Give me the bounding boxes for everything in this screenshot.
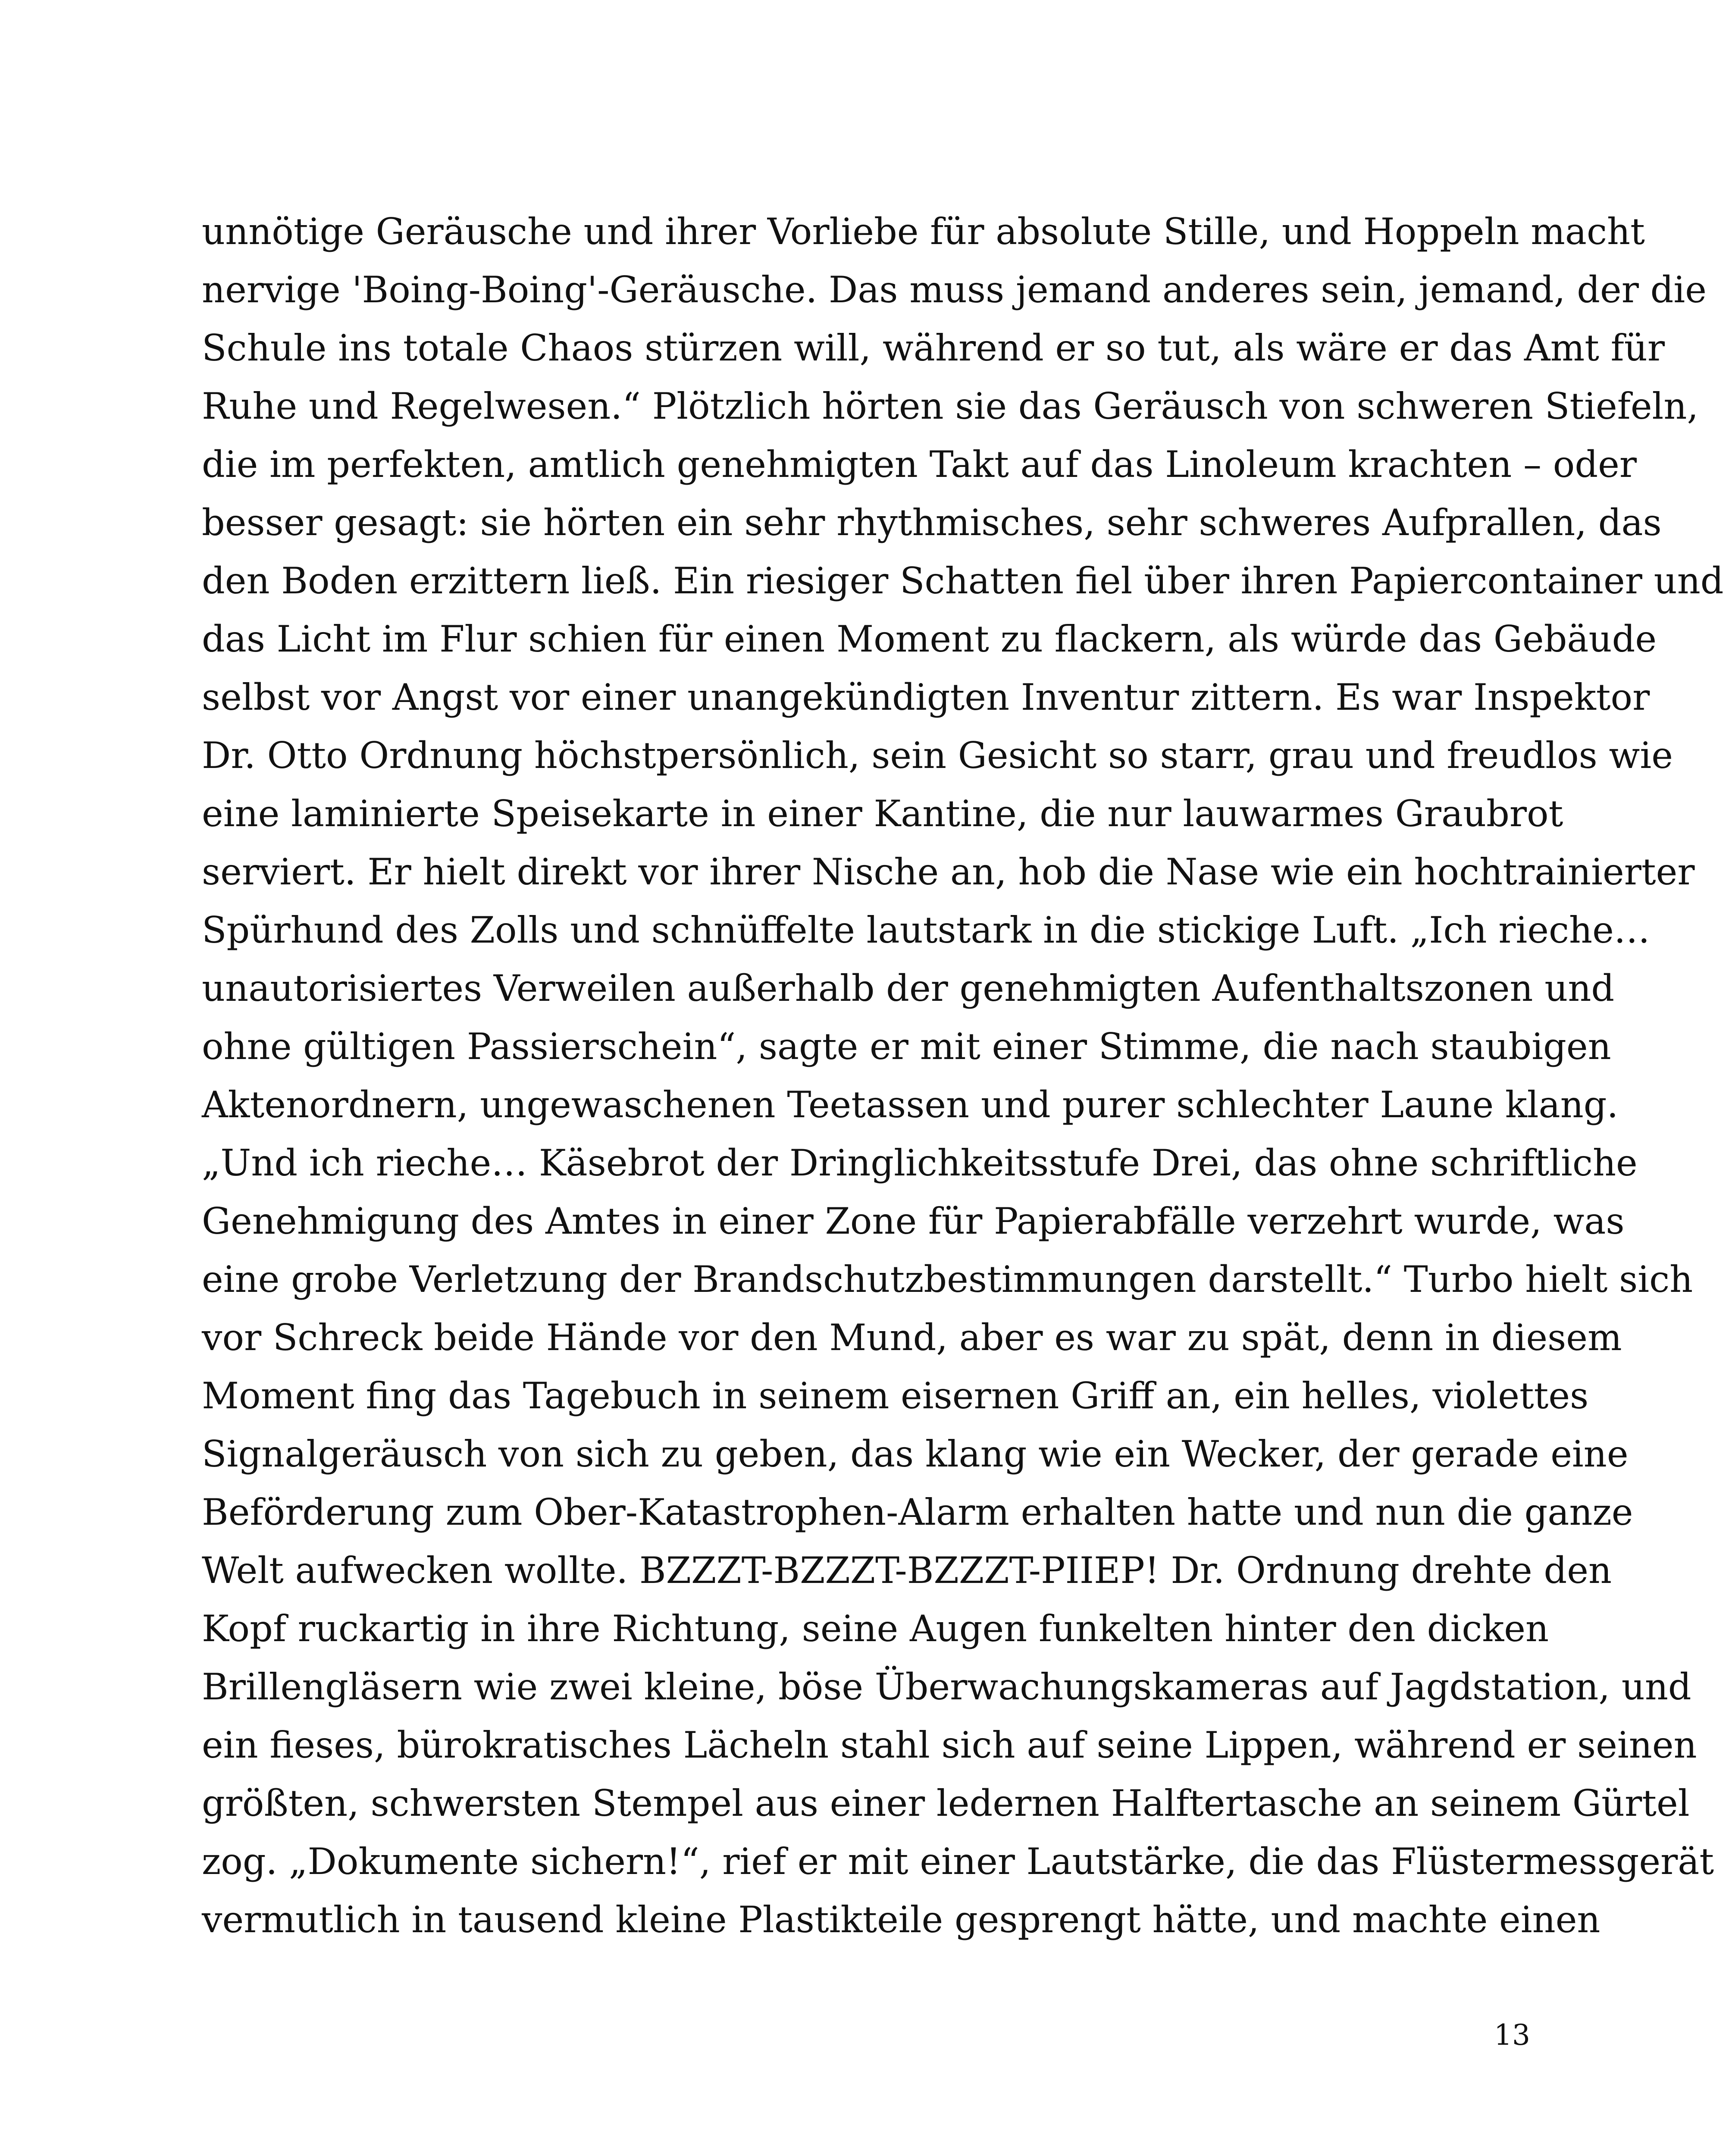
text-line: Ruhe und Regelwesen.“ Plötzlich hörten sie das Geräusch von schweren Stiefeln, [202,385,1699,427]
text-line: Beförderung zum Ober-Katastrophen-Alarm erhalten hatte und nun die ganze [202,1491,1633,1533]
text-line: unautorisiertes Verweilen außerhalb der genehmigten Aufenthaltszonen und [202,967,1615,1009]
text-line: vor Schreck beide Hände vor den Mund, aber es war zu spät, denn in diesem [202,1316,1622,1359]
text-line: Welt aufwecken wollte. BZZZT-BZZZT-BZZZT-PIIEP! Dr. Ordnung drehte den [202,1549,1612,1592]
text-line: Brillengläsern wie zwei kleine, böse Überwachungskameras auf Jagdstation, und [202,1666,1691,1708]
text-line: größten, schwersten Stempel aus einer ledernen Halftertasche an seinem Gürtel [202,1782,1690,1824]
page-number: 13 [1494,2018,1530,2052]
text-line: eine grobe Verletzung der Brandschutzbestimmungen darstellt.“ Turbo hielt sich [202,1258,1693,1300]
body-text [202,203,1724,1949]
text-line: Signalgeräusch von sich zu geben, das klang wie ein Wecker, der gerade eine [202,1433,1629,1475]
text-line: Moment fing das Tagebuch in seinem eisernen Griff an, ein helles, violettes [202,1375,1589,1417]
text-line: nervige 'Boing-Boing'-Geräusche. Das muss jemand anderes sein, jemand, der die [202,269,1707,311]
text-line: serviert. Er hielt direkt vor ihrer Nische an, hob die Nase wie ein hochtrainierter [202,851,1695,893]
text-line: selbst vor Angst vor einer unangekündigten Inventur zittern. Es war Inspektor [202,676,1650,718]
text-line: Aktenordnern, ungewaschenen Teetassen und purer schlechter Laune klang. [202,1084,1619,1126]
text-line: Dr. Otto Ordnung höchstpersönlich, sein Gesicht so starr, grau und freudlos wie [202,734,1673,777]
text-line: das Licht im Flur schien für einen Moment zu flackern, als würde das Gebäude [202,618,1657,660]
text-line: Kopf ruckartig in ihre Richtung, seine Augen funkelten hinter den dicken [202,1608,1549,1650]
text-line: die im perfekten, amtlich genehmigten Takt auf das Linoleum krachten – oder [202,443,1637,486]
text-line: Schule ins totale Chaos stürzen will, während er so tut, als wäre er das Amt für [202,327,1665,369]
text-line: den Boden erzittern ließ. Ein riesiger Schatten fiel über ihren Papiercontainer und [202,560,1724,602]
text-line: „Und ich rieche… Käsebrot der Dringlichkeitsstufe Drei, das ohne schriftliche [202,1142,1638,1184]
text-line: eine laminierte Speisekarte in einer Kantine, die nur lauwarmes Graubrot [202,793,1563,835]
text-line: vermutlich in tausend kleine Plastikteile gesprengt hätte, und machte einen [202,1899,1600,1941]
text-line: ein fieses, bürokratisches Lächeln stahl sich auf seine Lippen, während er seinen [202,1724,1697,1766]
text-line: unnötige Geräusche und ihrer Vorliebe für absolute Stille, und Hoppeln macht [202,210,1645,253]
text-line: besser gesagt: sie hörten ein sehr rhythmisches, sehr schweres Aufprallen, das [202,501,1662,544]
text-line: Genehmigung des Amtes in einer Zone für Papierabfälle verzehrt wurde, was [202,1200,1625,1242]
text-line: ohne gültigen Passierschein“, sagte er mit einer Stimme, die nach staubigen [202,1025,1611,1068]
text-line: zog. „Dokumente sichern!“, rief er mit einer Lautstärke, die das Flüstermessgerät [202,1840,1714,1883]
text-line: Spürhund des Zolls und schnüffelte lautstark in die stickige Luft. „Ich rieche… [202,909,1650,951]
